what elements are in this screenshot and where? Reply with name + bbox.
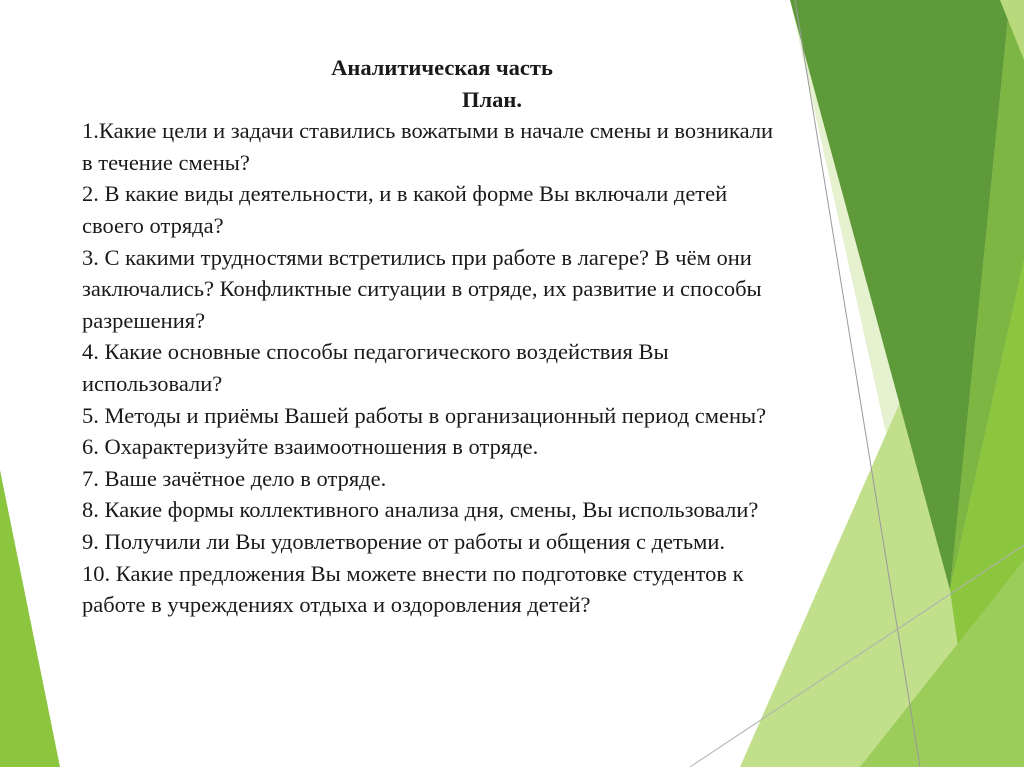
plan-item: 2. В какие виды деятельности, и в какой форме Вы включали детей своего отряда? — [82, 181, 728, 238]
plan-item: 5. Методы и приёмы Вашей работы в организационный период смены? — [82, 402, 767, 428]
plan-item: 6. Охарактеризуйте взаимоотношения в отряде. — [82, 434, 539, 460]
plan-item: 7. Ваше зачётное дело в отряде. — [82, 465, 387, 491]
slide-subtitle: План. — [462, 86, 522, 112]
plan-item: 8. Какие формы коллективного анализа дня, смены, Вы использовали? — [82, 497, 759, 523]
slide-title: Аналитическая часть — [331, 55, 553, 80]
plan-item: 4. Какие основные способы педагогического воздействия Вы использовали? — [82, 339, 669, 396]
slide-content — [82, 52, 782, 621]
plan-item: 9. Получили ли Вы удовлетворение от работы и общения с детьми. — [82, 528, 726, 554]
plan-item: 3. С какими трудностями встретились при работе в лагере? В чём они заключались? Конфликтные ситуации в отряде, их развитие и способы разрешения? — [82, 244, 762, 333]
plan-item: 1.Какие цели и задачи ставились вожатыми в начале смены и возникали в течение смены? — [82, 118, 774, 175]
left-green-triangle — [0, 470, 60, 767]
plan-item: 10. Какие предложения Вы можете внести по подготовке студентов к работе в учреждениях отдыха и оздоровления детей? — [82, 560, 744, 618]
plan-list — [82, 115, 782, 621]
